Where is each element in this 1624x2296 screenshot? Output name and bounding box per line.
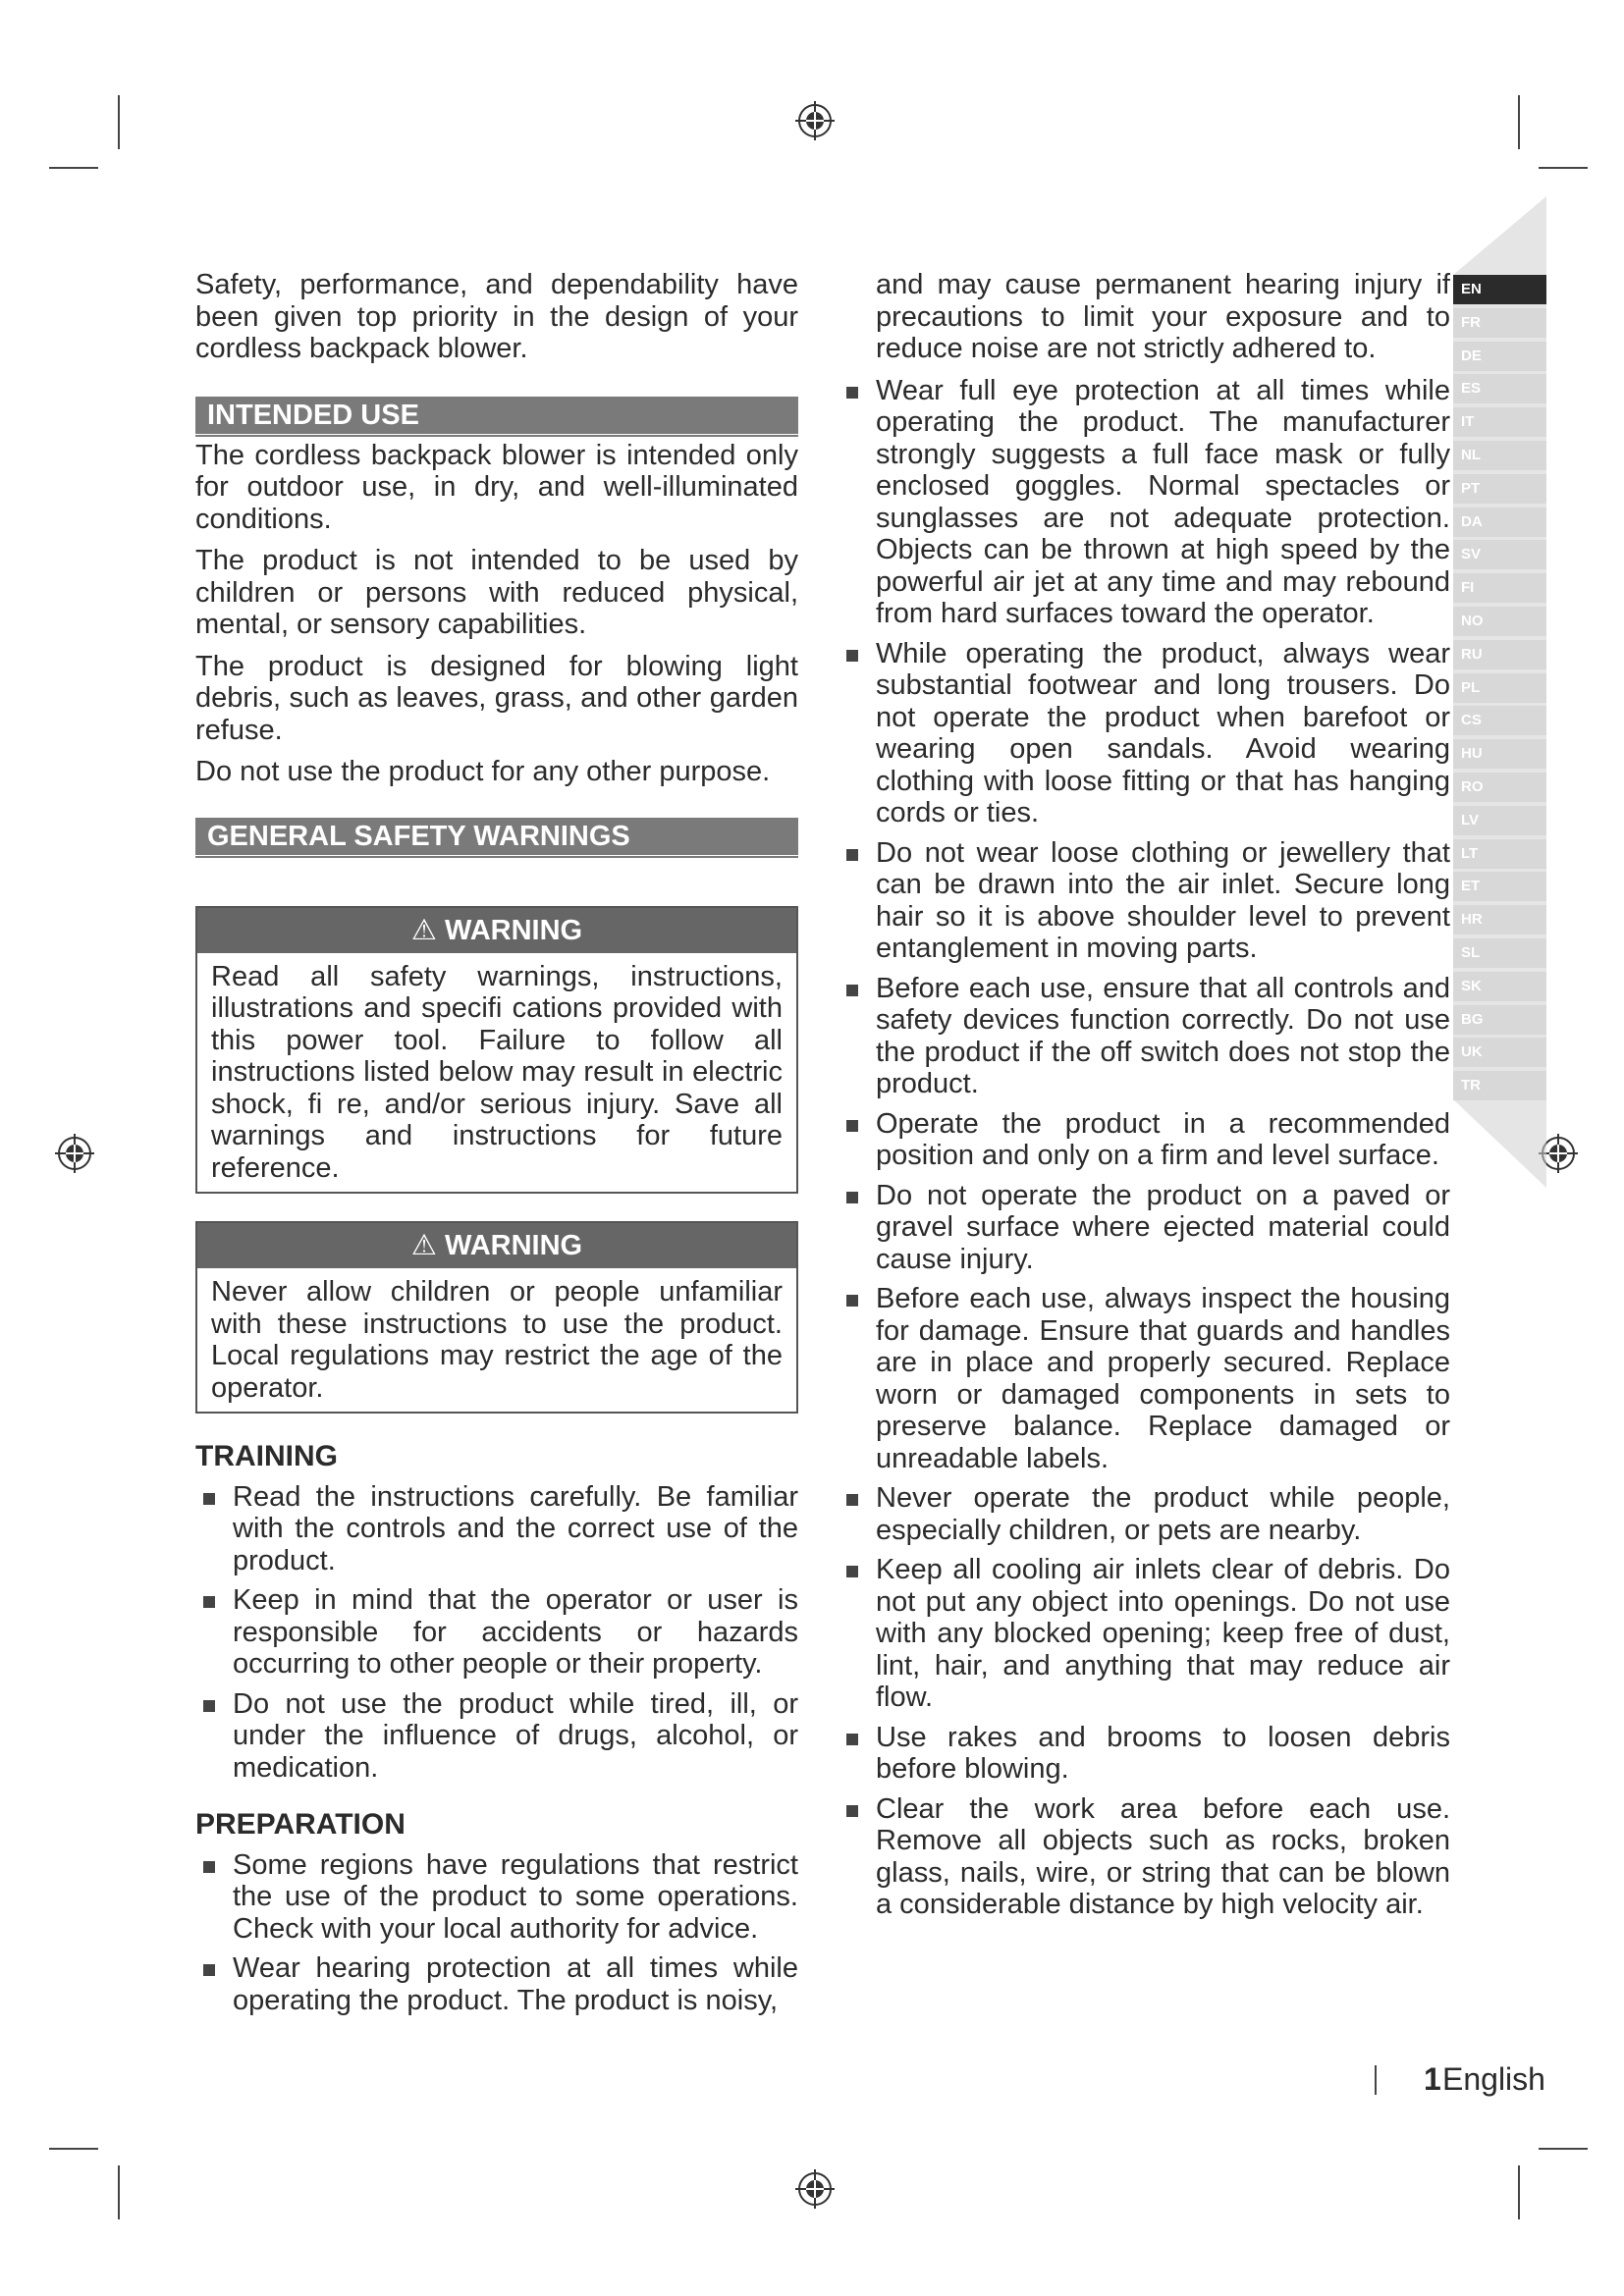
- bullet-icon: [846, 387, 858, 399]
- intro-paragraph: Safety, performance, and dependability have been given top priority in the design of your cordless backpack blower.: [195, 269, 798, 364]
- crop-mark: [118, 2165, 120, 2219]
- language-tab-cs[interactable]: CS: [1453, 706, 1546, 735]
- list-item: [195, 1481, 798, 1577]
- list-item-text: Read the instructions carefully. Be familiar with the controls and the correct use of the product.: [233, 1480, 798, 1576]
- crop-mark: [1518, 2165, 1520, 2219]
- language-tab-it[interactable]: IT: [1453, 407, 1546, 437]
- footer-language: English: [1442, 2061, 1545, 2097]
- language-tab-hr[interactable]: HR: [1453, 905, 1546, 934]
- language-tab-pt[interactable]: PT: [1453, 474, 1546, 504]
- language-tab-et[interactable]: ET: [1453, 872, 1546, 901]
- warning-title: WARNING: [444, 1230, 583, 1261]
- language-tab-hu[interactable]: HU: [1453, 739, 1546, 769]
- bullet-icon: [846, 1566, 858, 1577]
- language-tab-de[interactable]: DE: [1453, 342, 1546, 371]
- language-list: [1453, 275, 1546, 1104]
- crop-mark: [49, 167, 98, 169]
- warning-header: [197, 908, 796, 953]
- list-item: [876, 1793, 1450, 1921]
- left-column: [195, 269, 798, 2024]
- language-tab-pl[interactable]: PL: [1453, 673, 1546, 703]
- list-item: [876, 1722, 1450, 1786]
- list-item-text: Keep all cooling air inlets clear of debris. Do not put any object into openings. Do not use with any blocked opening; keep free of dust, lint, hair, and anything that may reduce air flow.: [876, 1554, 1450, 1713]
- list-item: [195, 1584, 798, 1681]
- crop-mark: [118, 95, 120, 149]
- language-tab-bg[interactable]: BG: [1453, 1005, 1546, 1035]
- warning-header: [197, 1223, 796, 1268]
- bullet-icon: [846, 849, 858, 861]
- language-tab-sl[interactable]: SL: [1453, 938, 1546, 968]
- bullet-icon: [846, 1120, 858, 1132]
- bullet-icon: [203, 1700, 215, 1712]
- warning-title: WARNING: [444, 914, 583, 946]
- paragraph: The product is designed for blowing light debris, such as leaves, grass, and other garden refuse.: [195, 650, 798, 746]
- bullet-icon: [846, 985, 858, 996]
- list-item: [195, 1952, 798, 2016]
- list-item: [876, 1180, 1450, 1276]
- list-item: [876, 1283, 1450, 1474]
- list-item: [876, 375, 1450, 630]
- language-tab-es[interactable]: ES: [1453, 374, 1546, 403]
- warning-text: Never allow children or people unfamiliar with these instructions to use the product. Local regulations may restrict the age of the operator.: [211, 1276, 783, 1404]
- language-tab-uk[interactable]: UK: [1453, 1038, 1546, 1067]
- list-item-text: Do not use the product while tired, ill, or under the influence of drugs, alcohol, or medication.: [233, 1687, 798, 1784]
- bullet-icon: [203, 1493, 215, 1505]
- bullet-icon: [846, 1295, 858, 1307]
- list-item-text: Do not wear loose clothing or jewellery that can be drawn into the air inlet. Secure long hair so it is above shoulder level to prevent entanglement in moving parts.: [876, 836, 1450, 964]
- list-item-text: Use rakes and brooms to loosen debris before blowing.: [876, 1721, 1450, 1785]
- list-item: [876, 973, 1450, 1100]
- list-item: [876, 638, 1450, 829]
- list-item-text: Wear full eye protection at all times while operating the product. The manufacturer strongly suggests a full face mask or fully enclosed goggles. Normal spectacles or sunglasses are not adequate protection. Objects can be thrown at high speed by the powerful air jet at any time and may rebound from hard surfaces toward the operator.: [876, 374, 1450, 629]
- list-item: [876, 1108, 1450, 1172]
- bullet-icon: [203, 1861, 215, 1873]
- crop-mark: [1539, 2148, 1588, 2150]
- bullet-icon: [203, 1596, 215, 1608]
- list-item: [195, 1688, 798, 1785]
- bullet-icon: [846, 1734, 858, 1745]
- language-tab-lt[interactable]: LT: [1453, 839, 1546, 869]
- warning-box: [195, 1221, 798, 1414]
- list-item-text: While operating the product, always wear substantial footwear and long trousers. Do not operate the product when barefoot or wearing open sandals. Avoid wearing clothing with loose fitting or that has hanging cords or ties.: [876, 637, 1450, 828]
- preparation-heading: PREPARATION: [195, 1808, 406, 1841]
- paragraph: The cordless backpack blower is intended only for outdoor use, in dry, and well-illuminated conditions.: [195, 439, 798, 535]
- paragraph: Do not use the product for any other purpose.: [195, 756, 771, 787]
- list-item: [876, 1554, 1450, 1714]
- list-item: [876, 1482, 1450, 1546]
- intended-use-heading: INTENDED USE: [195, 397, 798, 434]
- language-tab-lv[interactable]: LV: [1453, 806, 1546, 835]
- language-tab-ru[interactable]: RU: [1453, 640, 1546, 669]
- list-item-text: Do not operate the product on a paved or gravel surface where ejected material could cause injury.: [876, 1179, 1450, 1275]
- bullet-icon: [203, 1964, 215, 1976]
- registration-mark-icon: [795, 101, 835, 140]
- language-tab-en[interactable]: EN: [1453, 275, 1546, 304]
- warning-triangle-icon: ⚠: [410, 1230, 437, 1261]
- list-item-text: Wear hearing protection at all times while operating the product. The product is noisy,: [233, 1952, 798, 2016]
- training-heading: TRAINING: [195, 1440, 338, 1472]
- right-column: [841, 269, 1450, 1929]
- language-tab-no[interactable]: NO: [1453, 607, 1546, 636]
- list-item-text: Before each use, always inspect the housing for damage. Ensure that guards and handles are in place and properly secured. Replace worn or damaged components in sets to preserve balance. Replace damaged or unreadable labels.: [876, 1283, 1450, 1474]
- language-tab-tr[interactable]: TR: [1453, 1071, 1546, 1100]
- preparation-list: [195, 1849, 798, 2017]
- safety-list: [841, 375, 1450, 1921]
- page-number: 1: [1424, 2061, 1441, 2097]
- language-tab-ro[interactable]: RO: [1453, 773, 1546, 802]
- footer-divider: [1375, 2065, 1377, 2095]
- list-item-text: Operate the product in a recommended position and only on a firm and level surface.: [876, 1107, 1450, 1171]
- list-item-text: Never operate the product while people, especially children, or pets are nearby.: [876, 1482, 1450, 1546]
- list-item: [195, 1849, 798, 1946]
- crop-mark: [1539, 167, 1588, 169]
- list-item-text: Clear the work area before each use. Remove all objects such as rocks, broken glass, nails, wire, or string that can be blown a considerable distance by high velocity air.: [876, 1792, 1450, 1920]
- language-tab-sk[interactable]: SK: [1453, 972, 1546, 1001]
- crop-mark: [1518, 95, 1520, 149]
- crop-mark: [49, 2148, 98, 2150]
- warning-text: Read all safety warnings, instructions, illustrations and specifi cations provided with this power tool. Failure to follow all instructions listed below may result in electric shock, fi re, and/or serious injury. Save all warnings and instructions for future reference.: [211, 960, 783, 1184]
- list-item: [876, 837, 1450, 965]
- registration-mark-icon: [795, 2169, 835, 2209]
- registration-mark-icon: [55, 1134, 94, 1173]
- warning-triangle-icon: ⚠: [410, 914, 437, 946]
- language-tab-fi[interactable]: FI: [1453, 573, 1546, 603]
- list-item-text: Some regions have regulations that restrict the use of the product to some operations. Check with your local authority for advice.: [233, 1848, 798, 1945]
- bullet-icon: [846, 1192, 858, 1203]
- list-item-text: Before each use, ensure that all controls and safety devices function correctly. Do not use the product if the off switch does not stop the product.: [876, 972, 1450, 1099]
- language-tab-sv[interactable]: SV: [1453, 540, 1546, 569]
- bullet-icon: [846, 1805, 858, 1817]
- language-tab-nl[interactable]: NL: [1453, 441, 1546, 470]
- language-tab-panel: [1453, 196, 1546, 1188]
- warning-box: [195, 906, 798, 1195]
- training-list: [195, 1481, 798, 1785]
- general-safety-heading: GENERAL SAFETY WARNINGS: [195, 818, 798, 855]
- continuation-paragraph: and may cause permanent hearing injury if precautions to limit your exposure and to reduce noise are not strictly adhered to.: [876, 269, 1450, 364]
- list-item-text: Keep in mind that the operator or user is responsible for accidents or hazards occurring to other people or their property.: [233, 1584, 798, 1680]
- language-tab-da[interactable]: DA: [1453, 507, 1546, 537]
- bullet-icon: [846, 650, 858, 662]
- paragraph: The product is not intended to be used by children or persons with reduced physical, mental, or sensory capabilities.: [195, 545, 798, 640]
- language-tab-fr[interactable]: FR: [1453, 308, 1546, 338]
- bullet-icon: [846, 1494, 858, 1506]
